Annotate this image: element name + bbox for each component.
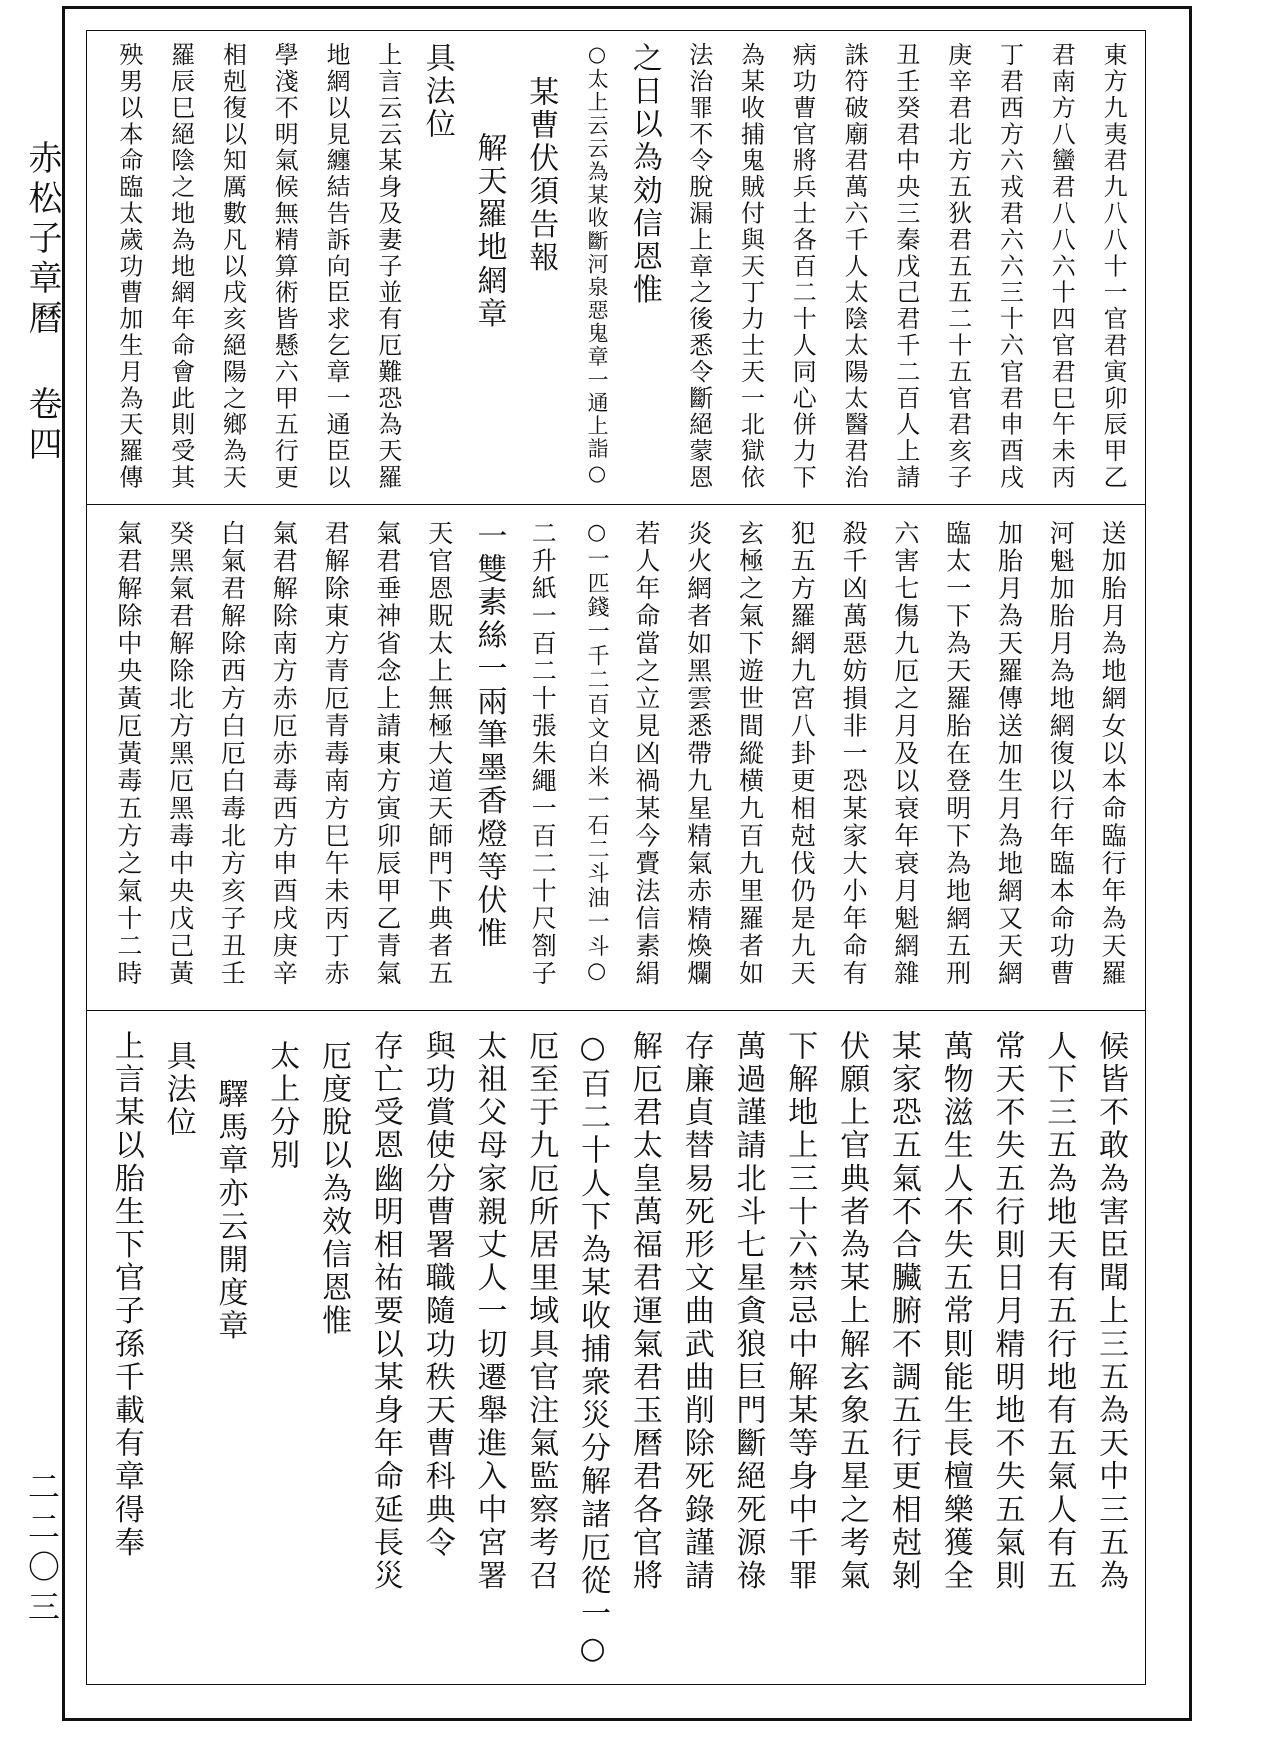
- text-column: 一雙素絲一兩筆墨香燈等伏惟: [471, 520, 507, 951]
- text-column: 法治罪不令脫漏上章之後悉令斷絕蒙恩: [684, 42, 713, 491]
- text-column: 二升紙一百二十張朱繩一百二十尺劄子: [528, 520, 558, 988]
- margin-title: 赤松子章曆 卷四: [22, 140, 62, 466]
- text-column: 六害七傷九厄之月及以衰年衰月魁網雜: [890, 520, 920, 988]
- text-column: 候皆不敢為害臣聞上三五為天中三五為: [1093, 1030, 1129, 1593]
- text-column: 東方九夷君九八八十一官君寅卯辰甲乙: [1099, 42, 1128, 491]
- text-column: 殃男以本命臨太歲功曹加生月為天羅傳: [114, 42, 143, 491]
- text-column: 上言云云某身及妻子並有厄難恐為天羅: [373, 42, 402, 491]
- text-column: 若人年命當之立見凶禍某今賷法信素絹: [631, 520, 661, 988]
- text-column: 羅辰巳絕陰之地為地網年命會此則受其: [166, 42, 195, 491]
- text-column: 厄度脫以為效信恩惟: [316, 1040, 352, 1338]
- text-column: 萬過謹請北斗七星貪狼巨門斷絕死源祿: [730, 1030, 766, 1593]
- text-column: 某曹伏須告報: [523, 76, 559, 275]
- text-column: 太祖父母家親丈人一切遷舉進入中宮署: [471, 1030, 507, 1593]
- text-column: 臨太一下為天羅胎在登明下為地網五刑: [942, 520, 972, 988]
- register-divider: [86, 504, 1146, 505]
- text-column: 犯五方羅網九宮八卦更相尅伐仍是九天: [787, 520, 817, 988]
- text-column: 具法位: [419, 42, 455, 142]
- text-column: 相剋復以知厲數凡以戌亥絕陽之鄉為天: [218, 42, 247, 491]
- text-column: 地網以見纏結告訴向臣求乞章一通臣以: [322, 42, 351, 491]
- register-middle: [100, 520, 1136, 1000]
- text-column: 具法位: [160, 1040, 196, 1140]
- text-column: 為某收捕鬼賊付與天丁力士天一北獄依: [736, 42, 765, 491]
- text-column: 癸黑氣君解除北方黑厄黑毒中央戊己黃: [165, 520, 195, 988]
- text-column: 炎火網者如黑雲悉帶九星精氣赤精煥爛: [683, 520, 713, 988]
- text-column: 解厄君太皇萬福君運氣君玉曆君各官將: [626, 1030, 662, 1593]
- text-column: ○百二十人下為某收捕衆災分解諸厄從一○: [575, 1030, 611, 1669]
- text-column: 存亡受恩幽明相祐要以某身年命延長災: [367, 1030, 403, 1593]
- text-column: 下解地上三十六禁忌中解某等身中千罪: [782, 1030, 818, 1593]
- text-column: 人下三五為地天有五行地有五氣人有五: [1041, 1030, 1077, 1593]
- page-folio: 二二〇三: [23, 1470, 61, 1630]
- text-column: 氣君解除中央黃厄黃毒五方之氣十二時: [113, 520, 143, 988]
- text-column: 解天羅地網章: [471, 132, 507, 331]
- text-column: 伏願上官典者為某上解玄象五星之考氣: [834, 1030, 870, 1593]
- text-column: 常天不失五行則日月精明地不失五氣則: [989, 1030, 1025, 1593]
- text-column: 驛馬章亦云開度章: [212, 1078, 248, 1343]
- text-column: 與功賞使分曹署職隨功秩天曹科典令: [419, 1030, 455, 1560]
- register-top: [100, 42, 1136, 497]
- text-column: 上言某以胎生下官子孫千載有章得奉: [108, 1030, 144, 1560]
- text-column: 丁君西方六戎君六六三十六官君申酉戌: [995, 42, 1024, 491]
- text-column: ○一匹錢一千二百文白米一石二斗油一斗○: [584, 520, 610, 986]
- text-column: 學淺不明氣候無精算術皆懸六甲五行更: [270, 42, 299, 491]
- text-column: 加胎月為天羅傳送加生月為地網又天網: [994, 520, 1024, 988]
- text-column: 君南方八蠻君八八六十四官君巳午未丙: [1047, 42, 1076, 491]
- text-column: 存廉貞替易死形文曲武曲削除死錄謹請: [678, 1030, 714, 1593]
- text-column: 萬物滋生人不失五常則能生長檀樂獲全: [937, 1030, 973, 1593]
- text-column: 氣君解除南方赤厄赤毒西方申酉戌庚辛: [269, 520, 299, 988]
- text-column: 白氣君解除西方白厄白毒北方亥子丑壬: [217, 520, 247, 988]
- text-column: 某家恐五氣不合臟腑不調五行更相尅剝: [885, 1030, 921, 1593]
- text-column: 庚辛君北方五狄君五五二十五官君亥子: [943, 42, 972, 491]
- text-column: 太上分別: [264, 1040, 300, 1173]
- text-column: 玄極之氣下遊世間縱横九百九里羅者如: [735, 520, 765, 988]
- text-column: 河魁加胎月為地網復以行年臨本命功曹: [1046, 520, 1076, 988]
- register-divider: [86, 1010, 1146, 1011]
- text-column: 之日以為効信恩惟: [626, 42, 662, 307]
- text-column: 病功曹官將兵士各百二十人同心併力下: [788, 42, 817, 491]
- register-bottom: [100, 1030, 1136, 1670]
- text-column: 丑壬癸君中央三秦戊己君千二百人上請: [891, 42, 920, 491]
- text-column: 送加胎月為地網女以本命臨行年為天羅: [1098, 520, 1128, 988]
- text-column: 厄至于九厄所居里域具官注氣監察考召: [523, 1030, 559, 1593]
- text-column: 天官恩貺太上無極大道天師門下典者五: [424, 520, 454, 988]
- text-column: 殺千凶萬惡妨損非一恐某家大小年命有: [839, 520, 869, 988]
- text-column: 氣君垂神省念上請東方寅卯辰甲乙青氣: [372, 520, 402, 988]
- text-column: 君解除東方青厄青毒南方巳午未丙丁赤: [321, 520, 351, 988]
- text-column: ○太上云云為某收斷河泉惡鬼章一通上詣○: [585, 42, 610, 487]
- text-column: 誅符破廟君萬六千人太陰太陽太醫君治: [840, 42, 869, 491]
